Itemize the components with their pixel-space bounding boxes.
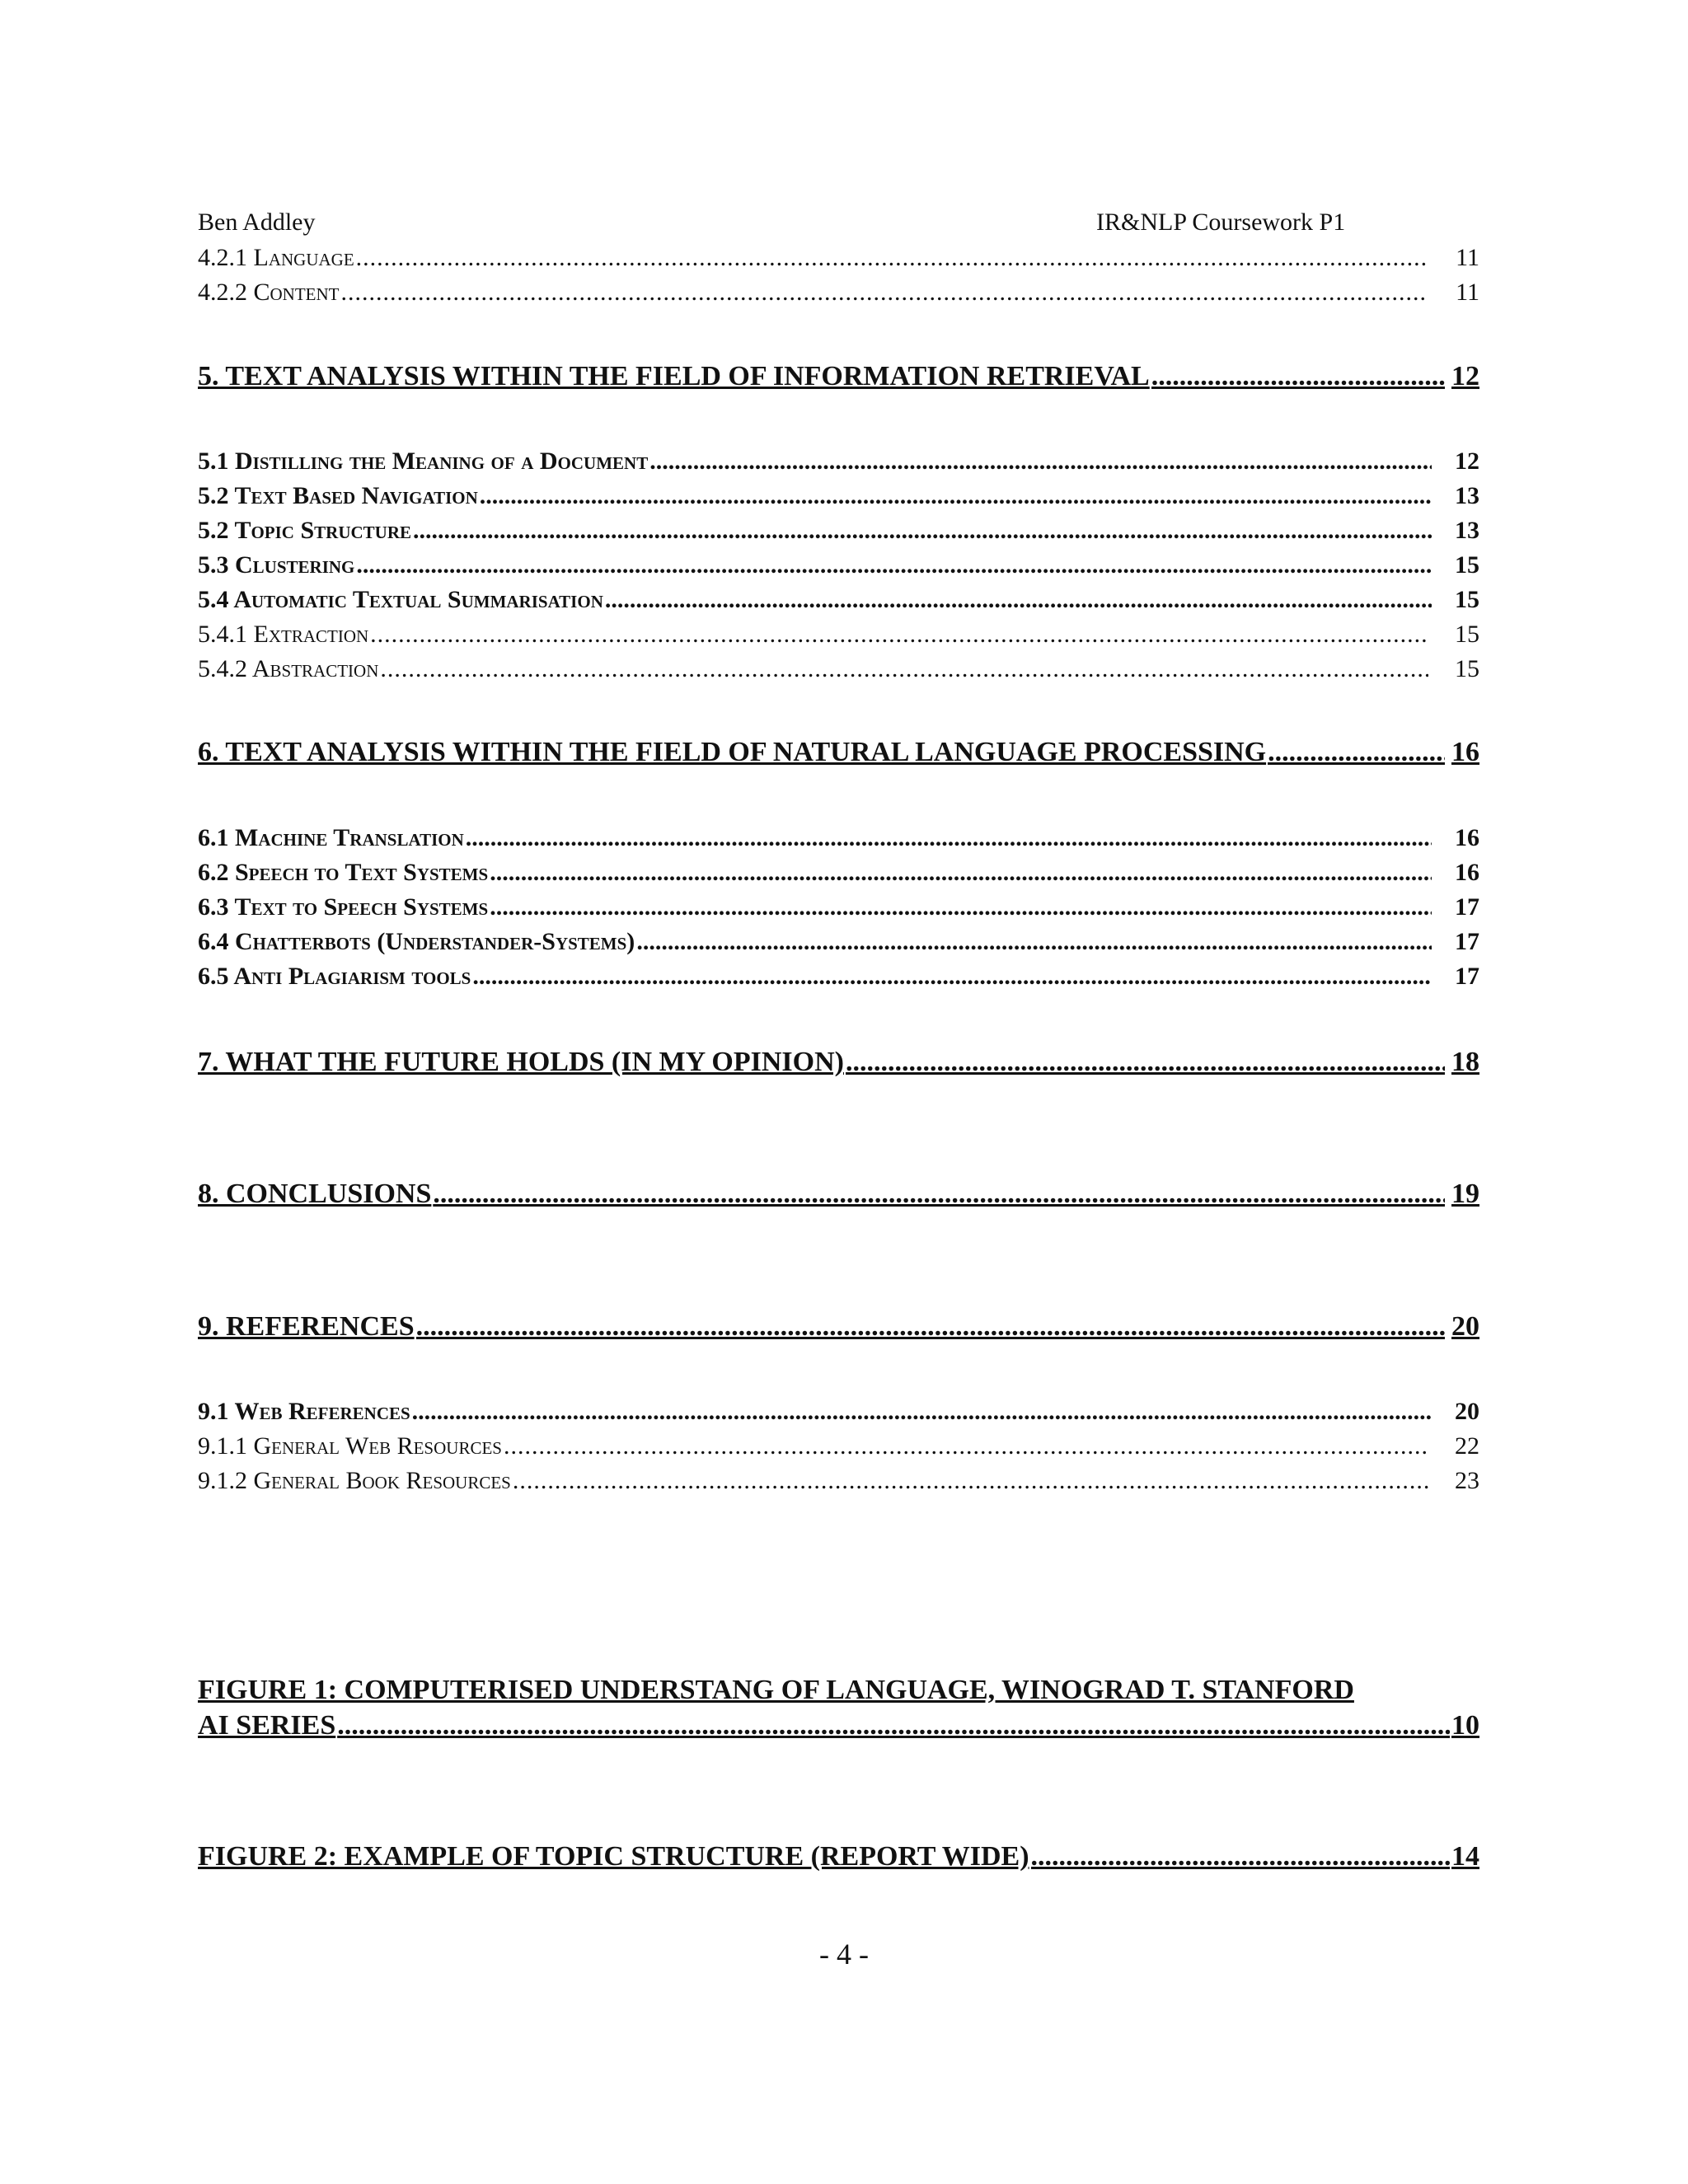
- toc-leader: [337, 1708, 1450, 1744]
- toc-section-heading[interactable]: [198, 738, 1479, 766]
- toc-entry-page: 15: [1455, 655, 1479, 682]
- toc-leader: [380, 657, 1428, 682]
- toc-leader: [370, 622, 1428, 647]
- figure-entry-title: FIGURE 2: EXAMPLE OF TOPIC STRUCTURE (REPORT WIDE): [198, 1841, 1029, 1872]
- toc-section-heading[interactable]: [198, 1313, 1479, 1341]
- toc-leader: [636, 930, 1432, 954]
- toc-entry-page: 13: [1455, 482, 1479, 509]
- toc-entry-title: 5.2 Text Based Navigation: [198, 482, 478, 509]
- toc-entry-title: 5.4.2 Abstraction: [198, 655, 379, 682]
- figure-entry-page: 10: [1451, 1709, 1479, 1741]
- toc-entry-title: 6.3 Text to Speech Systems: [198, 893, 489, 921]
- toc-entry[interactable]: [198, 280, 1479, 305]
- toc-entry[interactable]: [198, 930, 1479, 954]
- toc-entry[interactable]: [198, 553, 1479, 578]
- toc-entry-title: 6.4 Chatterbots (Understander-Systems): [198, 928, 635, 955]
- toc-leader: [1268, 738, 1445, 766]
- toc-entry-page: 15: [1455, 551, 1479, 579]
- toc-leader: [1151, 363, 1445, 391]
- toc-leader: [472, 964, 1432, 989]
- toc-entry-title: 7. WHAT THE FUTURE HOLDS (IN MY OPINION): [198, 1047, 844, 1077]
- toc-entry-page: 18: [1451, 1047, 1479, 1077]
- toc-leader: [412, 1399, 1432, 1424]
- toc-leader: [413, 518, 1432, 543]
- toc-section-heading[interactable]: [198, 1180, 1479, 1208]
- toc-leader: [490, 860, 1432, 885]
- toc-entry-page: 17: [1455, 928, 1479, 955]
- toc-entry[interactable]: [198, 1399, 1479, 1424]
- toc-entry-page: 16: [1451, 737, 1479, 767]
- toc-entry[interactable]: [198, 895, 1479, 920]
- header-course-title: IR&NLP Coursework P1: [1096, 209, 1346, 236]
- toc-entry-title: 5. TEXT ANALYSIS WITHIN THE FIELD OF INFORMATION RETRIEVAL: [198, 361, 1150, 391]
- toc-entry-page: 17: [1455, 963, 1479, 990]
- toc-entry-page: 11: [1456, 279, 1479, 306]
- toc-entry-title: 5.2 Topic Structure: [198, 517, 412, 544]
- figure-entry-title: FIGURE 1: COMPUTERISED UNDERSTANG OF LANGUAGE, WINOGRAD T. STANFORD: [198, 1675, 1354, 1705]
- toc-leader: [649, 449, 1432, 474]
- toc-entry-page: 16: [1455, 824, 1479, 851]
- toc-entry-title: 4.2.1 Language: [198, 244, 354, 271]
- toc-entry-page: 20: [1451, 1311, 1479, 1342]
- toc-entry[interactable]: [198, 518, 1479, 543]
- toc-entry[interactable]: [198, 826, 1479, 851]
- toc-entry-title: 9.1 Web References: [198, 1398, 410, 1425]
- figure-caption-line: [198, 1673, 1479, 1708]
- toc-entry[interactable]: [198, 860, 1479, 885]
- toc-entry[interactable]: [198, 588, 1479, 612]
- toc-entry-title: 5.3 Clustering: [198, 551, 355, 579]
- toc-entry-page: 13: [1455, 517, 1479, 544]
- figure-entry-title-continued: AI SERIES: [198, 1709, 336, 1741]
- toc-leader: [846, 1048, 1445, 1076]
- toc-entry[interactable]: [198, 622, 1479, 647]
- toc-entry-page: 17: [1455, 893, 1479, 921]
- toc-entry[interactable]: [198, 657, 1479, 682]
- toc-entry-title: 4.2.2 Content: [198, 279, 340, 306]
- toc-entry-title: 9.1.1 General Web Resources: [198, 1432, 502, 1460]
- header-author: Ben Addley: [198, 209, 316, 236]
- toc-leader: [490, 895, 1432, 920]
- toc-entry-page: 20: [1455, 1398, 1479, 1425]
- toc-entry-page: 12: [1455, 448, 1479, 475]
- toc-entry-title: 6.5 Anti Plagiarism tools: [198, 963, 471, 990]
- toc-entry[interactable]: [198, 1434, 1479, 1459]
- toc-entry-title: 5.1 Distilling the Meaning of a Document: [198, 448, 649, 475]
- toc-leader: [504, 1434, 1428, 1459]
- toc-section-heading[interactable]: [198, 363, 1479, 391]
- toc-leader: [605, 588, 1432, 612]
- toc-leader: [1031, 1840, 1450, 1875]
- toc-section-heading[interactable]: [198, 1048, 1479, 1076]
- toc-leader: [356, 553, 1432, 578]
- toc-leader: [356, 246, 1428, 270]
- toc-leader: [513, 1469, 1428, 1493]
- toc-leader: [433, 1180, 1445, 1208]
- toc-entry-page: 15: [1455, 586, 1479, 613]
- toc-entry-page: 22: [1455, 1432, 1479, 1460]
- toc-entry[interactable]: [198, 1469, 1479, 1493]
- toc-entry-title: 5.4 Automatic Textual Summarisation: [198, 586, 603, 613]
- toc-entry-page: 11: [1456, 244, 1479, 271]
- toc-leader: [416, 1313, 1445, 1341]
- toc-entry-title: 5.4.1 Extraction: [198, 621, 369, 648]
- toc-entry-title: 6.2 Speech to Text Systems: [198, 859, 489, 886]
- toc-entry-page: 23: [1455, 1467, 1479, 1494]
- figure-caption-line: [198, 1708, 1479, 1744]
- figure-entry[interactable]: [198, 1673, 1479, 1743]
- figure-entry-page: 14: [1451, 1841, 1479, 1872]
- toc-entry[interactable]: [198, 449, 1479, 474]
- toc-entry-page: 12: [1451, 361, 1479, 391]
- toc-leader: [466, 826, 1432, 851]
- toc-leader: [341, 280, 1429, 305]
- toc-entry-title: 8. CONCLUSIONS: [198, 1179, 432, 1209]
- toc-entry-page: 19: [1451, 1179, 1479, 1209]
- figure-caption-line: [198, 1840, 1479, 1875]
- toc-entry-page: 16: [1455, 859, 1479, 886]
- figure-entry[interactable]: [198, 1840, 1479, 1875]
- page-number: - 4 -: [819, 1938, 869, 1971]
- toc-entry-title: 9.1.2 General Book Resources: [198, 1467, 511, 1494]
- toc-entry-title: 9. REFERENCES: [198, 1311, 415, 1342]
- toc-entry-page: 15: [1455, 621, 1479, 648]
- toc-entry-title: 6. TEXT ANALYSIS WITHIN THE FIELD OF NATURAL LANGUAGE PROCESSING: [198, 737, 1267, 767]
- toc-entry[interactable]: [198, 484, 1479, 509]
- toc-entry[interactable]: [198, 964, 1479, 989]
- toc-leader: [480, 484, 1432, 509]
- toc-entry[interactable]: [198, 246, 1479, 270]
- toc-entry-title: 6.1 Machine Translation: [198, 824, 464, 851]
